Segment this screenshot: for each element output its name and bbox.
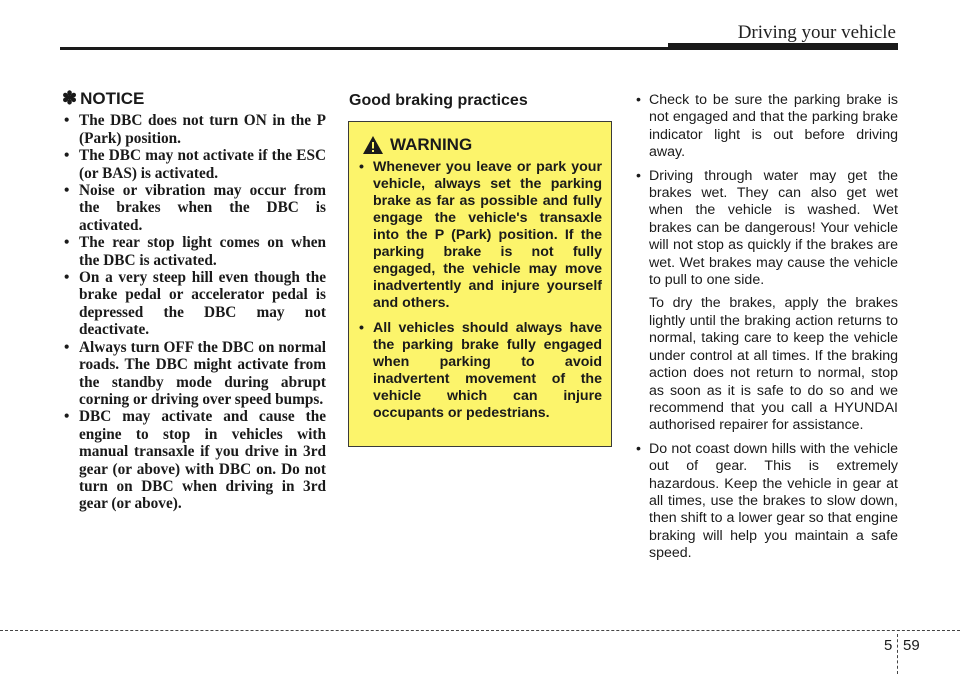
notice-title-text: NOTICE <box>80 89 145 108</box>
practice-item <box>636 92 898 162</box>
notice-section <box>62 90 326 513</box>
notice-item: • The DBC may not activate if the ESC (or BAS) is activated. <box>62 147 326 182</box>
practice-item-paragraph: To dry the brakes, apply the brakes lightly until the braking action returns to normal, taking care to keep the vehicle under control at all times. If the braking action does not return to normal, stop as soon as it is safe to do so and we recommend that you call a HYUNDAI authorised repairer for assistance. <box>649 295 898 434</box>
practice-item <box>636 441 898 563</box>
warning-title <box>362 135 472 155</box>
warning-item: • All vehicles should always have the parking brake fully engaged when parking to avoid inadvertent movement of the vehicle which can injure occupants or pedestrians. <box>357 320 602 422</box>
header-tab-bar <box>668 43 898 50</box>
practice-item-text: Check to be sure the parking brake is not engaged and that the parking brake indicator light is out before driving away. <box>649 92 898 161</box>
chapter-number: 5 <box>884 637 893 654</box>
notice-item: • Noise or vibration may occur from the brakes when the DBC is activated. <box>62 182 326 234</box>
notice-item: • On a very steep hill even though the brake pedal or accelerator pedal is depressed the DBC may not deactivate. <box>62 269 326 339</box>
warning-item: • Whenever you leave or park your vehicle, always set the parking brake as far as possible and fully engage the vehicle's transaxle into the P (Park) position. If the parking brake is not fully engaged, the vehicle may move inadvertently and injure yourself and others. <box>357 159 602 312</box>
notice-item: • The DBC does not turn ON in the P (Park) position. <box>62 112 326 147</box>
running-header-title: Driving your vehicle <box>737 22 896 43</box>
warning-triangle-icon <box>362 135 384 155</box>
warning-list <box>357 159 602 430</box>
practice-item <box>636 168 898 435</box>
practice-item-text: Driving through water may get the brakes wet. They can also get wet when the vehicle is washed. Wet brakes can be dangerous! Your vehicle will not stop as quickly if the brakes are wet. Wet brakes may cause the vehicle to pull to one side. <box>649 167 898 289</box>
braking-practices-list <box>636 92 898 569</box>
warning-box <box>348 121 612 447</box>
notice-item: • The rear stop light comes on when the DBC is activated. <box>62 234 326 269</box>
practice-item-text: Do not coast down hills with the vehicle out of gear. This is extremely hazardous. Keep the vehicle in gear at all times, use the brakes to slow down, then shift to a lower gear so that engine braking will help you maintain a safe speed. <box>649 440 898 562</box>
notice-title <box>62 90 326 107</box>
notice-asterisk-icon: ✽ <box>62 88 78 108</box>
page-number: 59 <box>903 637 920 654</box>
warning-title-text: WARNING <box>390 135 473 154</box>
notice-item: • DBC may activate and cause the engine to stop in vehicles with manual transaxle if you drive in 3rd gear (or above) with DBC on. Do not turn on DBC when driving in 3rd gear (or above). <box>62 408 326 512</box>
notice-list <box>62 112 326 512</box>
notice-item: • Always turn OFF the DBC on normal roads. The DBC might activate from the standby mode during abrupt corning or driving over speed bumps. <box>62 339 326 409</box>
footer-separator <box>897 634 898 674</box>
footer-dashed-rule <box>0 630 960 631</box>
section-heading: Good braking practices <box>349 92 528 109</box>
